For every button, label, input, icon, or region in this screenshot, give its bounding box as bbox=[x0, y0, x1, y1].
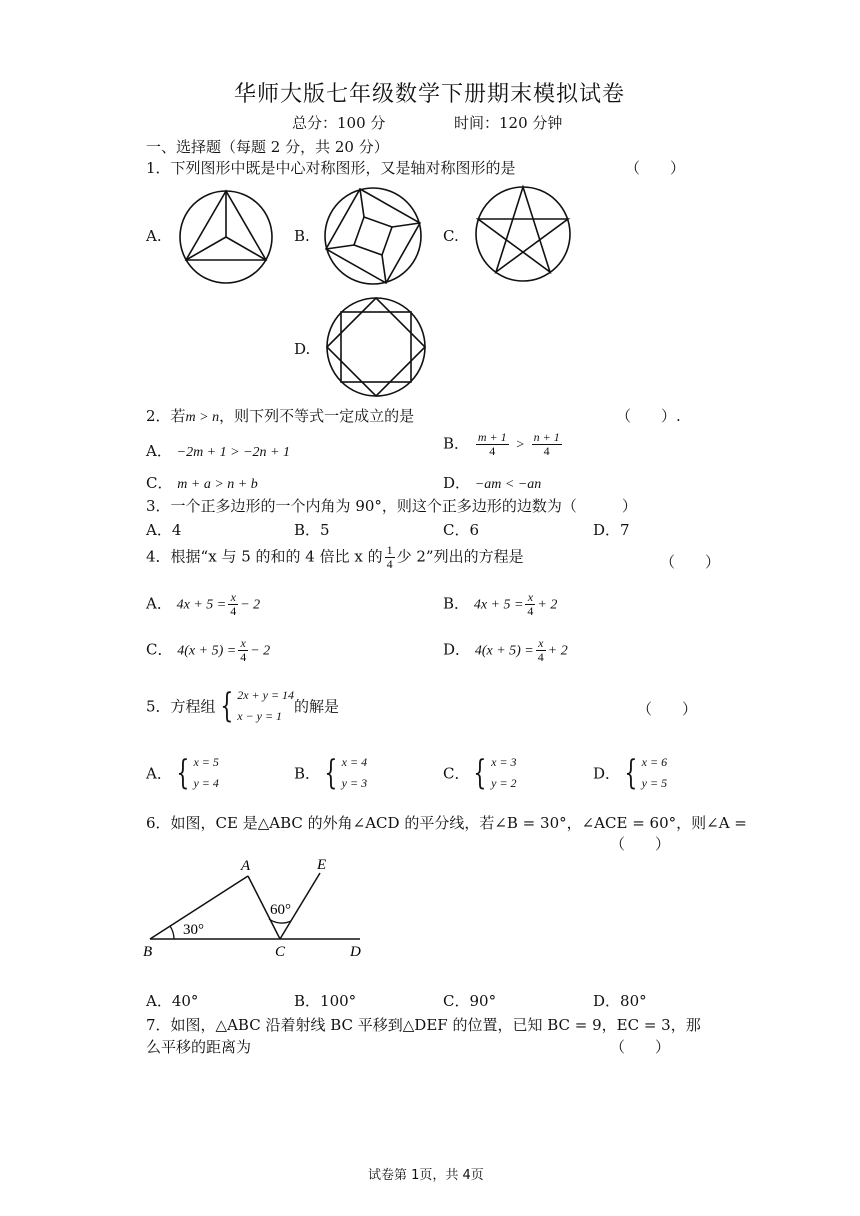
q4-option-c bbox=[146, 637, 270, 664]
q5-d-brace: { bbox=[624, 753, 638, 793]
q1-label-a: A. bbox=[146, 227, 162, 245]
q3-option-c: C．6 bbox=[443, 521, 480, 539]
q6-triangle-figure bbox=[140, 853, 380, 963]
q2-d-expr: −am < −an bbox=[474, 477, 542, 492]
q1-figure-b bbox=[323, 186, 423, 286]
exam-title: 华师大版七年级数学下册期末模拟试卷 bbox=[234, 82, 626, 107]
q4-c-right: − 2 bbox=[250, 643, 271, 659]
q4-b-label: B． bbox=[443, 594, 470, 613]
page-footer: 试卷第 1页，共 4页 bbox=[368, 1168, 484, 1183]
q4-d-label: D． bbox=[443, 640, 471, 659]
q5-b-brace: { bbox=[324, 753, 338, 793]
q4-option-d bbox=[443, 637, 568, 664]
q5-d-system: x = 6 y = 5 bbox=[641, 755, 668, 790]
q3-option-d: D．7 bbox=[593, 521, 630, 539]
q2-stem-post: ，则下列不等式一定成立的是 bbox=[219, 407, 415, 425]
exam-time: 时间：120 分钟 bbox=[454, 114, 563, 132]
q5-a-brace: { bbox=[176, 753, 190, 793]
q4-b-right: + 2 bbox=[537, 597, 558, 613]
q5-system: 2x + y = 14 x − y = 1 bbox=[237, 688, 295, 723]
q4-d-right: + 2 bbox=[547, 643, 568, 659]
q2-c-expr: m + a > n + b bbox=[177, 477, 258, 492]
q4-a-right: − 2 bbox=[240, 597, 261, 613]
q5-stem-pre: 5．方程组 bbox=[146, 697, 216, 716]
q4-a-label: A． bbox=[146, 594, 172, 613]
q5-brace: { bbox=[219, 686, 233, 726]
q6-stem: 6．如图，CE 是△ABC 的外角∠ACD 的平分线，若∠B = 30°，∠ACE = 60°，则∠A = bbox=[146, 814, 747, 832]
q6-option-c: C．90° bbox=[443, 992, 497, 1010]
q2-a-expr: −2m + 1 > −2n + 1 bbox=[176, 445, 290, 460]
q2-option-a bbox=[146, 440, 290, 461]
q4-stem-fraction: $\frac{1}{4}$ bbox=[386, 543, 393, 571]
q6-angle-b: 30° bbox=[183, 922, 204, 938]
q2-condition: m > n bbox=[185, 410, 220, 425]
q7-stem-line1: 7．如图，△ABC 沿着射线 BC 平移到△DEF 的位置，已知 BC = 9，EC = 3，那 bbox=[146, 1016, 701, 1034]
q4-option-a bbox=[146, 591, 260, 618]
q6-label-a: A bbox=[241, 858, 251, 874]
q1-label-d: D. bbox=[294, 340, 311, 358]
q1-figure-c bbox=[473, 186, 573, 282]
q1-stem: 1．下列图形中既是中心对称图形，又是轴对称图形的是 bbox=[146, 159, 516, 177]
total-score: 总分：100 分 bbox=[292, 114, 386, 132]
q2-option-c bbox=[146, 472, 258, 493]
q4-d-left: 4(x + 5) = bbox=[474, 643, 534, 659]
q4-d-frac: $\frac{x}{4}$ bbox=[537, 636, 544, 664]
q5-d-label: D． bbox=[593, 764, 621, 783]
q1-label-c: C. bbox=[443, 227, 459, 245]
q1-figure-d bbox=[325, 296, 427, 398]
q6-paren: （ ） bbox=[610, 835, 671, 853]
q4-stem-post: 少 2”列出的方程是 bbox=[396, 547, 524, 566]
q2-option-b bbox=[443, 431, 564, 458]
q5-c-system: x = 3 y = 2 bbox=[491, 755, 517, 790]
q3-option-a: A．4 bbox=[146, 521, 182, 539]
q4-b-frac: $\frac{x}{4}$ bbox=[527, 590, 534, 618]
q6-label-b: B bbox=[143, 944, 153, 960]
q2-option-d bbox=[443, 472, 541, 493]
q5-stem-post: 的解是 bbox=[294, 697, 340, 716]
q5-b-label: B． bbox=[294, 764, 321, 783]
q5-paren: （ ） bbox=[637, 700, 698, 718]
q5-option-a bbox=[146, 752, 219, 794]
q6-option-a: A．40° bbox=[146, 992, 199, 1010]
q5-a-label: A． bbox=[146, 764, 172, 783]
q4-a-frac: $\frac{x}{4}$ bbox=[230, 590, 237, 618]
q2-paren: （ ）. bbox=[616, 407, 681, 425]
q6-label-c: C bbox=[275, 944, 286, 960]
section-heading: 一、选择题（每题 2 分，共 20 分） bbox=[146, 138, 389, 156]
q5-option-d bbox=[593, 752, 667, 794]
q5-c-brace: { bbox=[473, 753, 487, 793]
q6-option-b: B．100° bbox=[294, 992, 357, 1010]
q2-c-label: C． bbox=[146, 474, 173, 492]
q4-stem bbox=[146, 544, 524, 571]
q5-stem bbox=[146, 685, 339, 727]
q5-option-c bbox=[443, 752, 517, 794]
q3-option-b: B．5 bbox=[294, 521, 330, 539]
q3-stem: 3．一个正多边形的一个内角为 90°，则这个正多边形的边数为（ ） bbox=[146, 497, 637, 515]
q6-label-d: D bbox=[350, 944, 361, 960]
q1-paren: （ ） bbox=[625, 159, 686, 177]
q1-figure-a bbox=[178, 189, 274, 285]
q2-b-frac1: $\frac{m + 1}{4}$ bbox=[477, 430, 507, 458]
q4-c-label: C． bbox=[146, 640, 173, 659]
q2-b-frac2: $\frac{n + 1}{4}$ bbox=[533, 430, 560, 458]
q5-a-system: x = 5 y = 4 bbox=[193, 755, 219, 790]
q2-b-op: > bbox=[515, 437, 525, 453]
q6-angle-ace: 60° bbox=[270, 902, 291, 918]
q4-c-frac: $\frac{x}{4}$ bbox=[240, 636, 247, 664]
q4-b-left: 4x + 5 = bbox=[473, 597, 524, 613]
q2-a-label: A． bbox=[146, 442, 172, 460]
q5-option-b bbox=[294, 752, 367, 794]
q4-stem-pre: 4．根据“x 与 5 的和的 4 倍比 x 的 bbox=[146, 547, 383, 566]
q2-stem bbox=[146, 405, 414, 426]
q6-label-e: E bbox=[317, 857, 327, 873]
q2-b-label: B． bbox=[443, 434, 470, 453]
q4-c-left: 4(x + 5) = bbox=[177, 643, 237, 659]
q7-paren: （ ） bbox=[610, 1038, 671, 1056]
q5-c-label: C． bbox=[443, 764, 470, 783]
q7-stem-line2: 么平移的距离为 bbox=[146, 1038, 252, 1056]
q2-stem-pre: 2．若 bbox=[146, 407, 186, 425]
q6-option-d: D．80° bbox=[593, 992, 647, 1010]
q1-label-b: B. bbox=[294, 227, 310, 245]
q4-option-b bbox=[443, 591, 557, 618]
q4-paren: （ ） bbox=[660, 553, 721, 571]
q2-d-label: D． bbox=[443, 474, 471, 492]
q4-a-left: 4x + 5 = bbox=[176, 597, 227, 613]
q5-b-system: x = 4 y = 3 bbox=[341, 755, 368, 790]
